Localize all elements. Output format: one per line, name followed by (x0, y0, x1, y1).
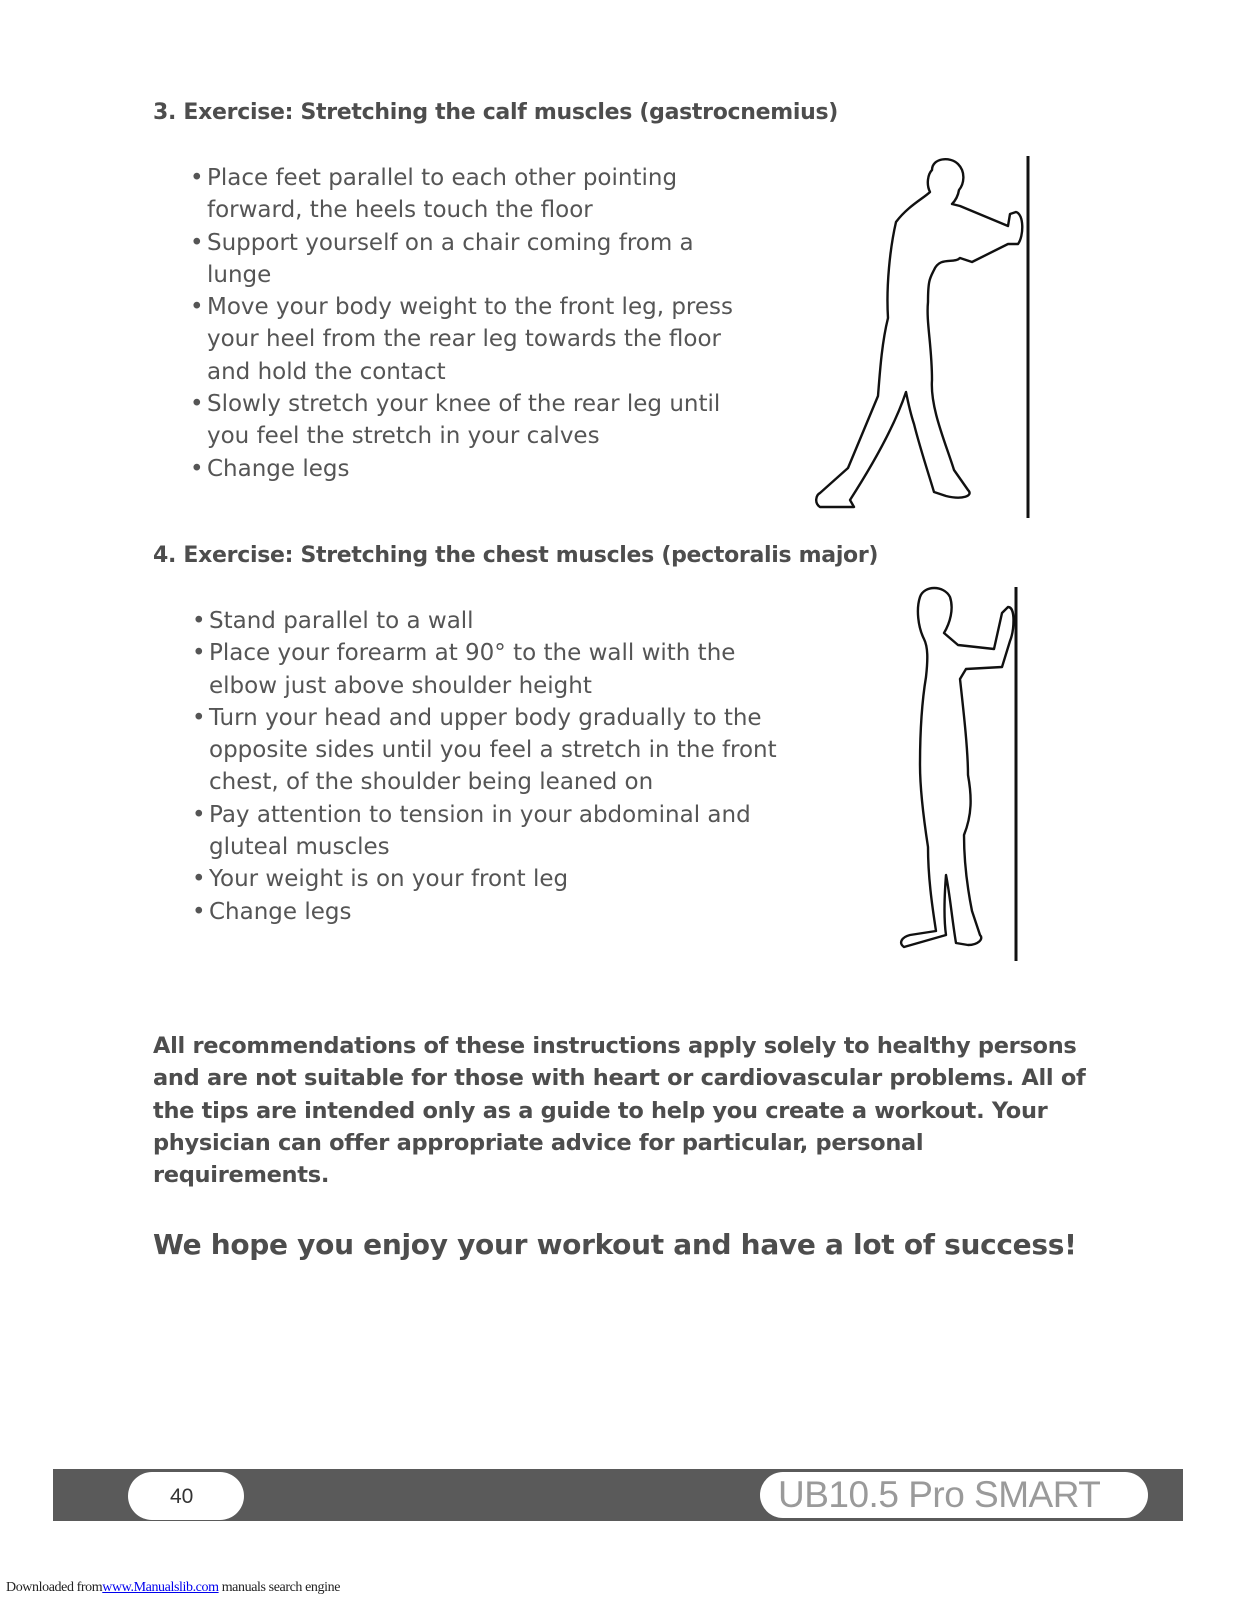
list-item: • Change legs (192, 896, 802, 928)
list-item: • Slowly stretch your knee of the rear leg until you feel the stretch in your calves (190, 388, 760, 453)
list-item: • Your weight is on your front leg (192, 863, 802, 895)
credit-suffix: manuals search engine (218, 1580, 341, 1595)
list-item: • Place feet parallel to each other pointing forward, the heels touch the floor (190, 162, 760, 227)
list-item: • Change legs (190, 453, 760, 485)
chest-stretch-figure-icon (898, 585, 1028, 965)
exercise4-bullet-list (192, 605, 802, 928)
calf-stretch-figure-icon (812, 152, 1032, 522)
health-disclaimer: All recommendations of these instructions apply solely to healthy persons and are not suitable for those with heart or cardiovascular problems. All of the tips are intended only as a guide to help you create a workout. Your physician can offer appropriate advice for particular, personal requirements. (153, 1033, 1086, 1189)
manualslib-link[interactable]: www.Manualslib.com (102, 1580, 219, 1595)
page-number: 40 (170, 1485, 194, 1508)
download-credit (6, 1580, 340, 1596)
list-item: • Turn your head and upper body gradually to the opposite sides until you feel a stretch in the front chest, of the shoulder being leaned on (192, 702, 802, 799)
exercise3-heading: 3. Exercise: Stretching the calf muscles (gastrocnemius) (153, 100, 839, 125)
list-item: • Pay attention to tension in your abdominal and gluteal muscles (192, 799, 802, 864)
model-name: UB10.5 Pro SMART (778, 1474, 1101, 1515)
list-item: • Support yourself on a chair coming from a lunge (190, 227, 760, 292)
list-item: • Move your body weight to the front leg, press your heel from the rear leg towards the floor and hold the contact (190, 291, 760, 388)
list-item: • Place your forearm at 90° to the wall with the elbow just above shoulder height (192, 637, 802, 702)
closing-message: We hope you enjoy your workout and have a lot of success! (153, 1228, 1077, 1261)
credit-prefix: Downloaded from (6, 1580, 103, 1595)
list-item: • Stand parallel to a wall (192, 605, 802, 637)
exercise4-heading: 4. Exercise: Stretching the chest muscles (pectoralis major) (153, 543, 879, 568)
exercise3-bullet-list (190, 162, 760, 485)
